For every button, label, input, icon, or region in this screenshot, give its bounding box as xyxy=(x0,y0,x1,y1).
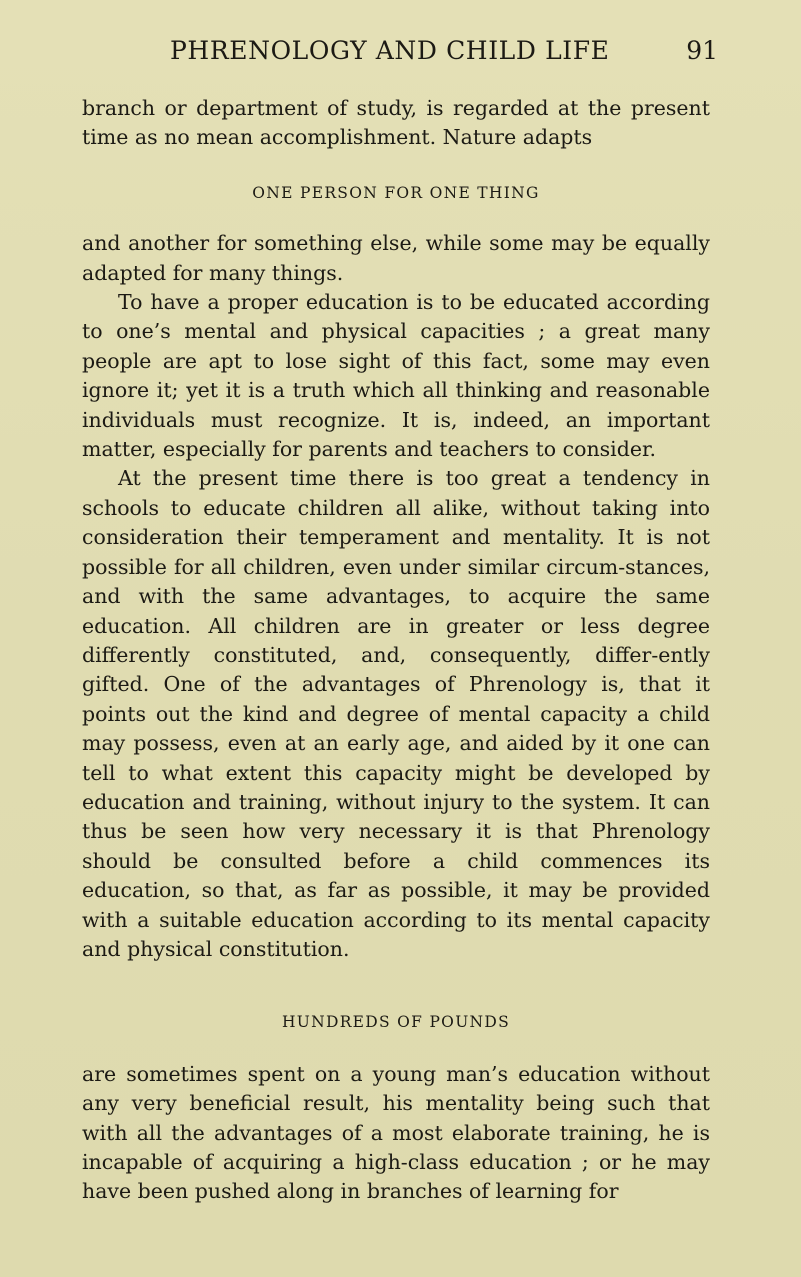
paragraph-present-time: At the present time there is too great a tendency in schools to educate children all alike, without taking into consideration their temperament and mentality. It is not possible for all children, even under similar circum-stances, and with the same advantages, to acquire the same education. All children are in greater or less degree differently constituted, and, consequently, differ-ently gifted. One of the advantages of Phrenology is, that it points out the kind and degree of mental capacity a child may possess, even at an early age, and aided by it one can tell to what extent this capacity might be developed by education and training, without injury to the system. It can thus be seen how very necessary it is that Phrenology should be consulted before a child commences its education, so that, as far as possible, it may be provided with a suitable education according to its mental capacity and physical constitution. xyxy=(82,466,710,961)
paragraph-continued: branch or department of study, is regarded at the present time as no mean accomplishment. Nature adapts xyxy=(82,96,710,150)
page-number: 91 xyxy=(686,36,718,65)
paragraph-after-subhead: and another for something else, while some may be equally adapted for many things. xyxy=(82,231,710,285)
running-head xyxy=(0,36,801,76)
section-subhead-one-person: ONE PERSON FOR ONE THING xyxy=(252,183,540,202)
section-subhead-hundreds-of-pounds: HUNDREDS OF POUNDS xyxy=(281,1013,511,1032)
body-text xyxy=(82,94,710,1207)
paragraph-proper-education: To have a proper education is to be educated according to one’s mental and physical capacities ; a great many people are apt to lose sight of this fact, some may even ignore it; yet it is a truth which all thinking and reasonable individuals must recognize. It is, indeed, an important matter, especially for parents and teachers to consider. xyxy=(82,290,710,462)
running-title: PHRENOLOGY AND CHILD LIFE xyxy=(170,36,610,65)
paragraph-sometimes-spent: are sometimes spent on a young man’s education without any very beneficial result, his mentality being such that with all the advantages of a most elaborate training, he is incapable of acquiring a high-class education ; or he may have been pushed along in branches of learning for xyxy=(82,1061,710,1204)
